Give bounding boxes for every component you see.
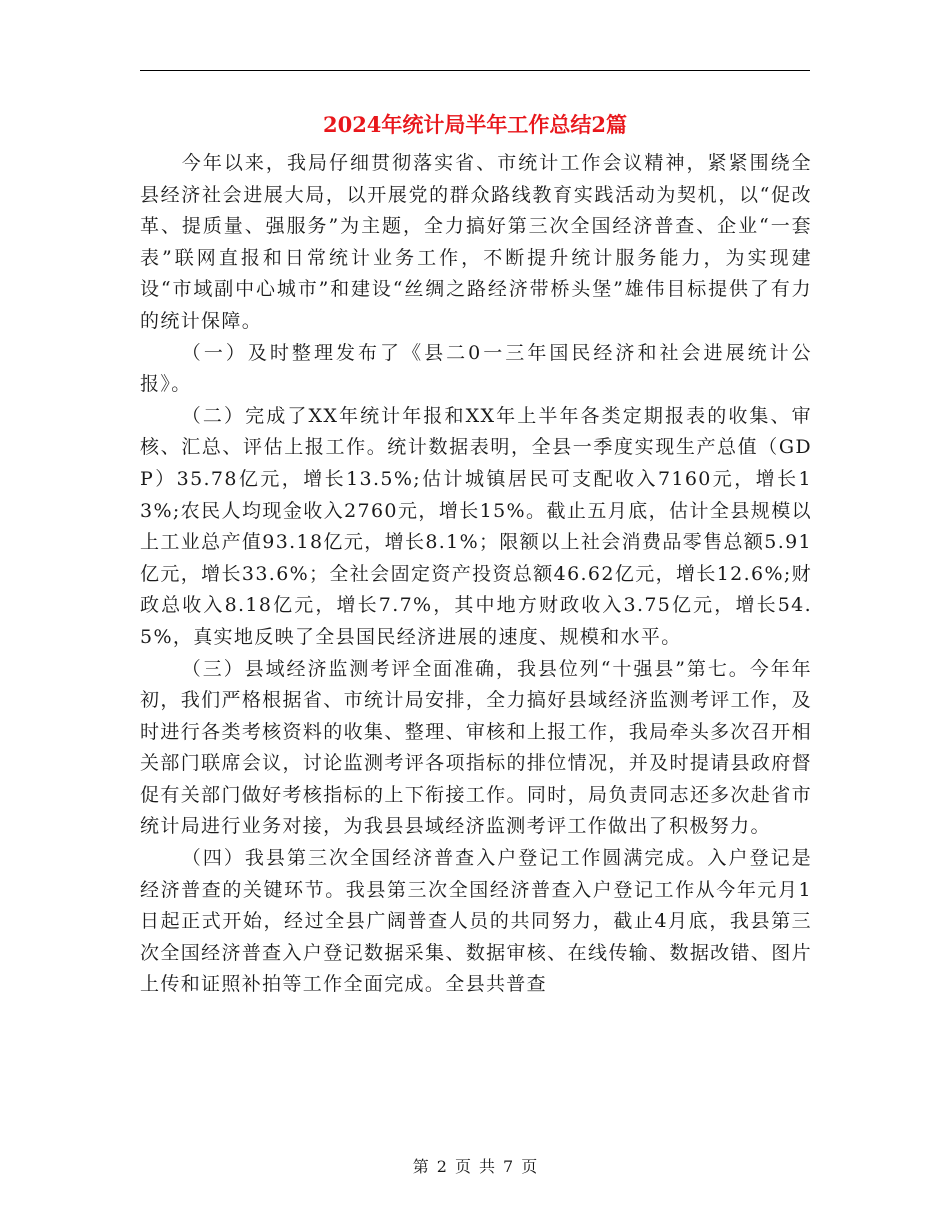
paragraph-intro: 今年以来，我局仔细贯彻落实省、市统计工作会议精神，紧紧围绕全县经济社会进展大局，以开展党的群众路线教育实践活动为契机，以“促改革、提质量、强服务”为主题，全力搞好第三次全国经济普查、企业“一套表”联网直报和日常统计业务工作，不断提升统计服务能力，为实现建设“市域副中心城市”和建设“丝绸之路经济带桥头堡”雄伟目标提供了有力的统计保障。 bbox=[140, 152, 812, 332]
page-footer bbox=[140, 1154, 810, 1177]
paragraph-item-3: （三）县域经济监测考评全面准确，我县位列“十强县”第七。今年年初，我们严格根据省、市统计局安排，全力搞好县域经济监测考评工作，及时进行各类考核资料的收集、整理、审核和上报工作，我局牵头多次召开相关部门联席会议，讨论监测考评各项指标的排位情况，并及时提请县政府督促有关部门做好考核指标的上下衔接工作。同时，局负责同志还多次赴省市统计局进行业务对接，为我县县域经济监测考评工作做出了积极努力。 bbox=[140, 657, 812, 838]
document-title: 2024年统计局半年工作总结2篇 bbox=[322, 112, 628, 137]
footer-total-prefix: 共 bbox=[479, 1157, 496, 1176]
paragraph-item-2: （二）完成了XX年统计年报和XX年上半年各类定期报表的收集、审核、汇总、评估上报工作。统计数据表明，全县一季度实现生产总值（GDP）35.78亿元，增长13.5%;估计城镇居民可支配收入7160元，增长13%;农民人均现金收入2760元，增长15%。截止五月底，估计全县规模以上工业总产值93.18亿元，增长8.1%；限额以上社会消费品零售总额5.91亿元，增长33.6%；全社会固定资产投资总额46.62亿元，增长12.6%;财政总收入8.18亿元，增长7.7%，其中地方财政收入3.75亿元，增长54.5%，真实地反映了全县国民经济进展的速度、规模和水平。 bbox=[140, 404, 812, 648]
paragraph-item-4: （四）我县第三次全国经济普查入户登记工作圆满完成。入户登记是经济普查的关键环节。我县第三次全国经济普查入户登记工作从今年元月1日起正式开始，经过全县广阔普查人员的共同努力，截止4月底，我县第三次全国经济普查入户登记数据采集、数据审核、在线传输、数据改错、图片上传和证照补拍等工作全面完成。全县共普查 bbox=[140, 847, 812, 996]
footer-prefix: 第 bbox=[412, 1157, 429, 1176]
footer-suffix: 页 bbox=[521, 1157, 538, 1176]
header-rule bbox=[140, 70, 810, 71]
paragraph-item-1: （一）及时整理发布了《县二0一三年国民经济和社会进展统计公报》。 bbox=[140, 341, 812, 396]
footer-page-number: 2 bbox=[436, 1157, 447, 1176]
footer-total-pages: 7 bbox=[503, 1157, 514, 1176]
footer-page-label: 页 bbox=[454, 1157, 471, 1176]
document-body bbox=[140, 148, 812, 1001]
